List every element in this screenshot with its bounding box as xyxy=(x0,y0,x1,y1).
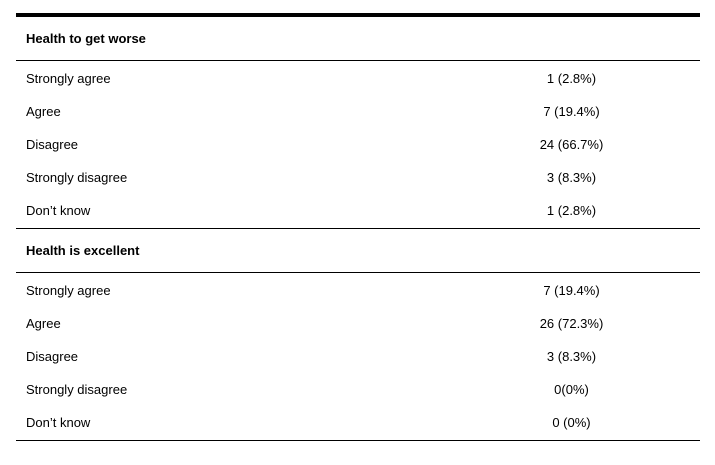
row-value: 7 (19.4%) xyxy=(543,104,600,119)
row-label: Strongly disagree xyxy=(26,382,128,397)
table-row xyxy=(16,161,700,194)
row-value: 0 (0%) xyxy=(552,415,591,430)
row-value: 3 (8.3%) xyxy=(546,349,597,364)
table-row xyxy=(16,95,700,128)
row-label: Don’t know xyxy=(26,203,91,218)
table-bottom-rule xyxy=(16,440,700,441)
section-title-health-to-get-worse: Health to get worse xyxy=(26,31,146,46)
table-row xyxy=(16,406,700,439)
row-label: Agree xyxy=(26,104,61,119)
row-label: Agree xyxy=(26,316,61,331)
row-value: 0(0%) xyxy=(554,382,589,397)
table-row xyxy=(16,340,700,373)
section-rows-health-is-excellent xyxy=(16,273,700,440)
table-row xyxy=(16,307,700,340)
survey-table xyxy=(16,13,700,441)
row-label: Strongly disagree xyxy=(26,170,128,185)
table-row xyxy=(16,274,700,307)
row-value: 1 (2.8%) xyxy=(546,203,597,218)
row-value: 24 (66.7%) xyxy=(539,137,604,152)
section-title-health-is-excellent: Health is excellent xyxy=(26,243,140,258)
table-row xyxy=(16,128,700,161)
row-value: 1 (2.8%) xyxy=(546,71,597,86)
table-row xyxy=(16,373,700,406)
row-value: 3 (8.3%) xyxy=(546,170,597,185)
row-label: Strongly agree xyxy=(26,283,111,298)
row-label: Disagree xyxy=(26,137,79,152)
table-row xyxy=(16,62,700,95)
row-label: Disagree xyxy=(26,349,79,364)
section-rows-health-to-get-worse xyxy=(16,61,700,228)
table-row xyxy=(16,194,700,227)
row-value: 26 (72.3%) xyxy=(539,316,604,331)
row-label: Strongly agree xyxy=(26,71,111,86)
row-label: Don’t know xyxy=(26,415,91,430)
row-value: 7 (19.4%) xyxy=(543,283,600,298)
